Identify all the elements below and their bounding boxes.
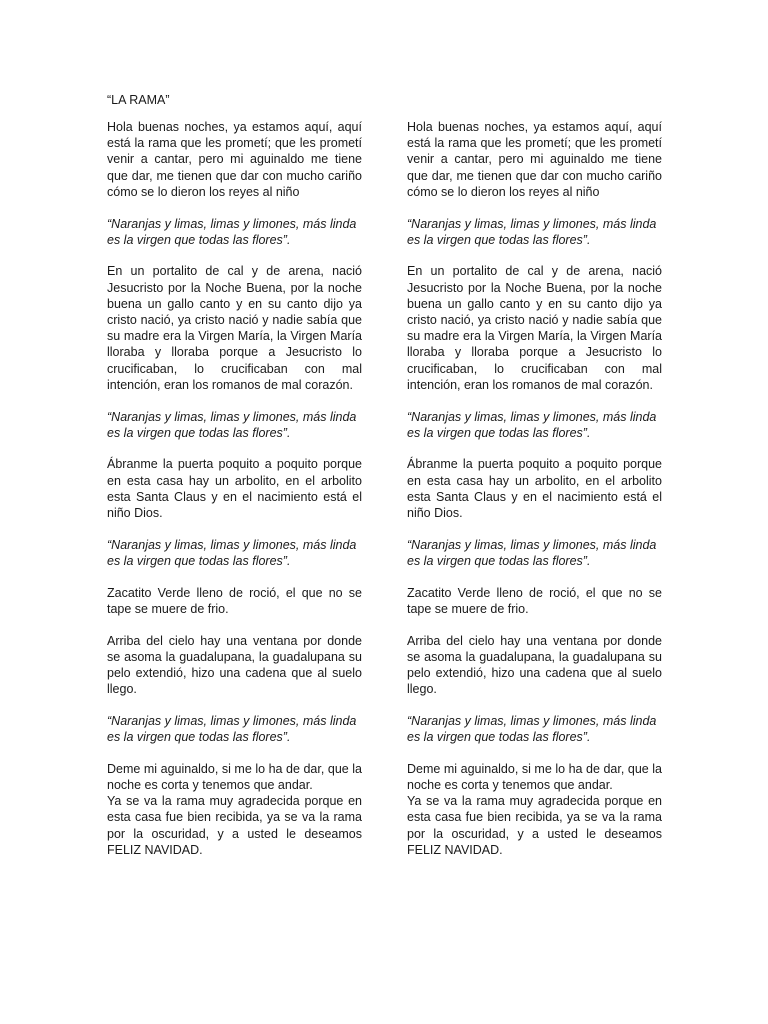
closing-paragraph: Ya se va la rama muy agradecida porque en esta casa fue bien recibida, ya se va la rama por la oscuridad, y a usted le deseamos FELIZ NAVIDAD. <box>107 794 362 857</box>
verse-paragraph: Zacatito Verde lleno de roció, el que no se tape se muere de frio. <box>407 585 662 616</box>
chorus-paragraph: “Naranjas y limas, limas y limones, más linda es la virgen que todas las flores”. <box>407 713 657 745</box>
verse-paragraph: En un portalito de cal y de arena, nació Jesucristo por la Noche Buena, por la noche buena un gallo canto y en su canto dijo ya cristo nació, ya cristo nació y nadie sabía que su madre era la Virgen María, la Virgen María lloraba y lloraba porque a Jesucristo lo crucificaban, lo crucificaban con mal intención, eran los romanos de mal corazón. <box>107 264 362 392</box>
verse-paragraph: Deme mi aguinaldo, si me lo ha de dar, que la noche es corta y tenemos que andar. <box>107 761 362 792</box>
verse-paragraph: Hola buenas noches, ya estamos aquí, aquí está la rama que les prometí; que les prometí venir a cantar, pero mi aguinaldo me tiene que dar, me tienen que dar con mucho cariño cómo se lo dieron los reyes al niño <box>407 120 662 199</box>
chorus-paragraph: “Naranjas y limas, limas y limones, más linda es la virgen que todas las flores”. <box>407 537 657 568</box>
verse-paragraph: Ábranme la puerta poquito a poquito porque en esta casa hay un arbolito, en el arbolito esta Santa Claus y en el nacimiento está el niño Dios. <box>107 457 362 521</box>
document-title: “LA RAMA” <box>107 93 170 107</box>
closing-paragraph: Ya se va la rama muy agradecida porque en esta casa fue bien recibida, ya se va la rama por la oscuridad, y a usted le deseamos FELIZ NAVIDAD. <box>407 794 662 857</box>
chorus-paragraph: “Naranjas y limas, limas y limones, más linda es la virgen que todas las flores”. <box>407 216 657 247</box>
chorus-paragraph: “Naranjas y limas, limas y limones, más linda es la virgen que todas las flores”. <box>107 216 357 247</box>
left-column <box>107 119 362 874</box>
verse-paragraph: Hola buenas noches, ya estamos aquí, aquí está la rama que les prometí; que les prometí venir a cantar, pero mi aguinaldo me tiene que dar, me tienen que dar con mucho cariño cómo se lo dieron los reyes al niño <box>107 120 362 199</box>
verse-paragraph: Deme mi aguinaldo, si me lo ha de dar, que la noche es corta y tenemos que andar. <box>407 761 662 792</box>
chorus-paragraph: “Naranjas y limas, limas y limones, más linda es la virgen que todas las flores”. <box>107 537 357 568</box>
verse-paragraph: Arriba del cielo hay una ventana por donde se asoma la guadalupana, la guadalupana su pelo extendió, hizo una cadena que al suelo llego. <box>407 633 662 697</box>
verse-paragraph: Arriba del cielo hay una ventana por donde se asoma la guadalupana, la guadalupana su pelo extendió, hizo una cadena que al suelo llego. <box>107 633 362 697</box>
verse-paragraph: Zacatito Verde lleno de roció, el que no se tape se muere de frio. <box>107 585 362 616</box>
right-column <box>407 119 662 874</box>
verse-paragraph: Ábranme la puerta poquito a poquito porque en esta casa hay un arbolito, en el arbolito esta Santa Claus y en el nacimiento está el niño Dios. <box>407 457 662 521</box>
chorus-paragraph: “Naranjas y limas, limas y limones, más linda es la virgen que todas las flores”. <box>107 409 357 440</box>
verse-paragraph: En un portalito de cal y de arena, nació Jesucristo por la Noche Buena, por la noche buena un gallo canto y en su canto dijo ya cristo nació, ya cristo nació y nadie sabía que su madre era la Virgen María, la Virgen María lloraba y lloraba porque a Jesucristo lo crucificaban, lo crucificaban con mal intención, eran los romanos de mal corazón. <box>407 264 662 392</box>
chorus-paragraph: “Naranjas y limas, limas y limones, más linda es la virgen que todas las flores”. <box>107 713 357 745</box>
chorus-paragraph: “Naranjas y limas, limas y limones, más linda es la virgen que todas las flores”. <box>407 409 657 440</box>
